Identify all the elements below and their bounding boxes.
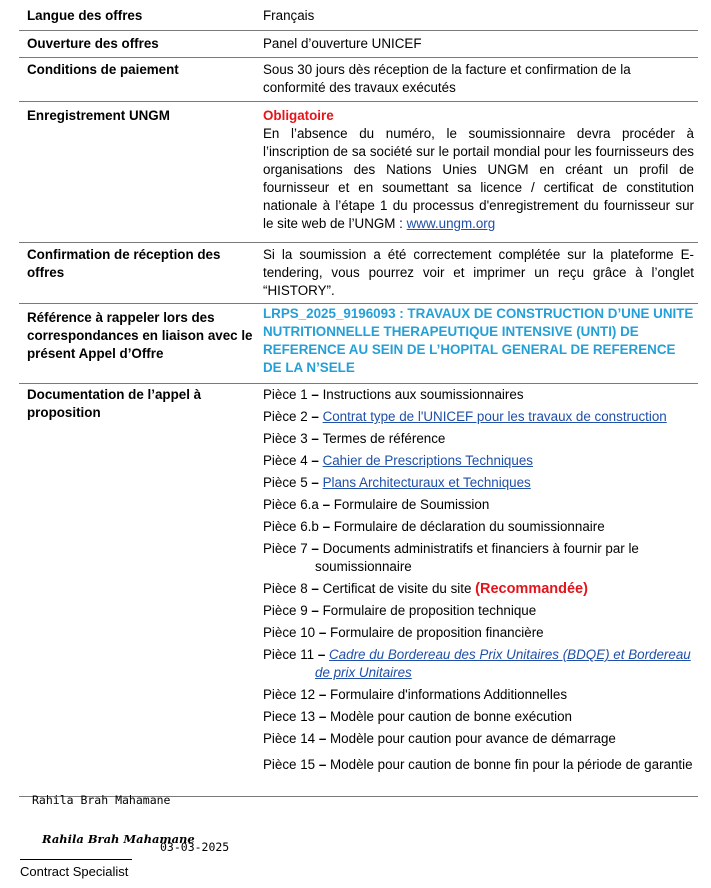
piece-item: Pièce 2 – Contrat type de l'UNICEF pour les travaux de construction [263,409,667,424]
typed-name: Rahila Brah Mahamane [32,793,171,807]
row-paiement [19,58,698,102]
row-langue [19,0,698,31]
piece-link[interactable]: Cadre du Bordereau des Prix Unitaires (BDQE) et Bordereau [329,647,691,662]
row-value: Panel d’ouverture UNICEF [263,36,422,51]
row-value: Si la soumission a été correctement complétée sur la plateforme E-tendering, vous pourrez voir et imprimer un reçu grâce à l’onglet “HISTORY”. [263,247,694,298]
row-label: Référence à rappeler lors des correspondances en liaison avec le présent Appel d’Offre [27,310,253,361]
piece-item: Pièce 4 – Cahier de Prescriptions Techniques [263,453,533,468]
row-documentation [19,384,698,797]
signature: Rahila Brah Mahamane [42,832,195,846]
piece-item: Pièce 6.a – Formulaire de Soumission [263,497,490,512]
piece-item: Pièce 12 – Formulaire d'informations Additionnelles [263,687,568,702]
piece-item: Pièce 10 – Formulaire de proposition financière [263,625,544,640]
ungm-status: Obligatoire [263,108,334,123]
row-label: Confirmation de réception des offres [27,247,221,280]
piece-item: Pièce 7 – Documents administratifs et financiers à fournir par le soumissionnaire [263,541,639,574]
piece-item: Pièce 15 – Modèle pour caution de bonne fin pour la période de garantie [263,757,693,772]
row-label: Conditions de paiement [27,62,179,77]
piece-link[interactable]: Cahier de Prescriptions Techniques [322,453,533,468]
piece-item: Piece 13 – Modèle pour caution de bonne exécution [263,709,572,724]
piece-item: Pièce 1 – Instructions aux soumissionnaires [263,387,524,402]
signature-date: 03-03-2025 [160,840,230,854]
row-ungm [19,102,698,243]
row-value: Sous 30 jours dès réception de la facture et confirmation de la conformité des travaux exécutés [263,62,631,95]
signer-role: Contract Specialist [20,864,129,879]
piece-item: Pièce 9 – Formulaire de proposition technique [263,603,537,618]
piece-link[interactable]: Plans Architecturaux et Techniques [322,475,531,490]
piece-item: Pièce 6.b – Formulaire de déclaration du soumissionnaire [263,519,605,534]
row-confirmation [19,243,698,304]
reference-number: LRPS_2025_9196093 : TRAVAUX DE CONSTRUCTION D’UNE UNITE NUTRITIONNELLE THERAPEUTIQUE INTENSIVE (UNTI) DE REFERENCE AU SEIN DE L’HOPITAL GENERAL DE REFERENCE DE LA N’SELE [263,306,694,375]
offer-details-table [19,0,698,797]
row-reference [19,304,698,384]
ungm-link[interactable]: www.ungm.org [406,216,496,231]
recommended-badge: (Recommandée) [475,581,588,597]
piece-item: Pièce 5 – Plans Architecturaux et Techniques [263,475,531,490]
row-label: Enregistrement UNGM [27,108,170,123]
signature-line [20,859,132,860]
row-value [256,102,698,242]
piece-item: Pièce 11 – Cadre du Bordereau des Prix Unitaires (BDQE) et Bordereau de prix Unitaires [263,647,691,680]
piece-item: Pièce 3 – Termes de référence [263,431,446,446]
piece-link[interactable]: de prix Unitaires [315,665,412,680]
row-label: Ouverture des offres [27,36,159,51]
ungm-text: En l’absence du numéro, le soumissionnaire devra procéder à l’inscription de sa société sur le portail mondial pour les fournisseurs des organisations des Nations Unies UNGM en créant un profil de fournisseur et en soumettant sa licence / certificat de constitution nationale à l’étape 1 du processus d'enregistrement du fournisseur sur le site web de l’UNGM : [263,126,694,231]
piece-item: Pièce 14 – Modèle pour caution pour avance de démarrage [263,731,616,746]
row-value: Français [263,8,315,23]
row-label: Documentation de l’appel à proposition [27,387,202,420]
ungm-description [263,125,694,233]
row-label: Langue des offres [27,8,143,23]
row-ouverture [19,31,698,58]
pieces-list [256,384,698,796]
piece-item: Pièce 8 – Certificat de visite du site (Recommandée) [263,581,588,597]
piece-link[interactable]: Contrat type de l'UNICEF pour les travaux de construction [322,409,667,424]
